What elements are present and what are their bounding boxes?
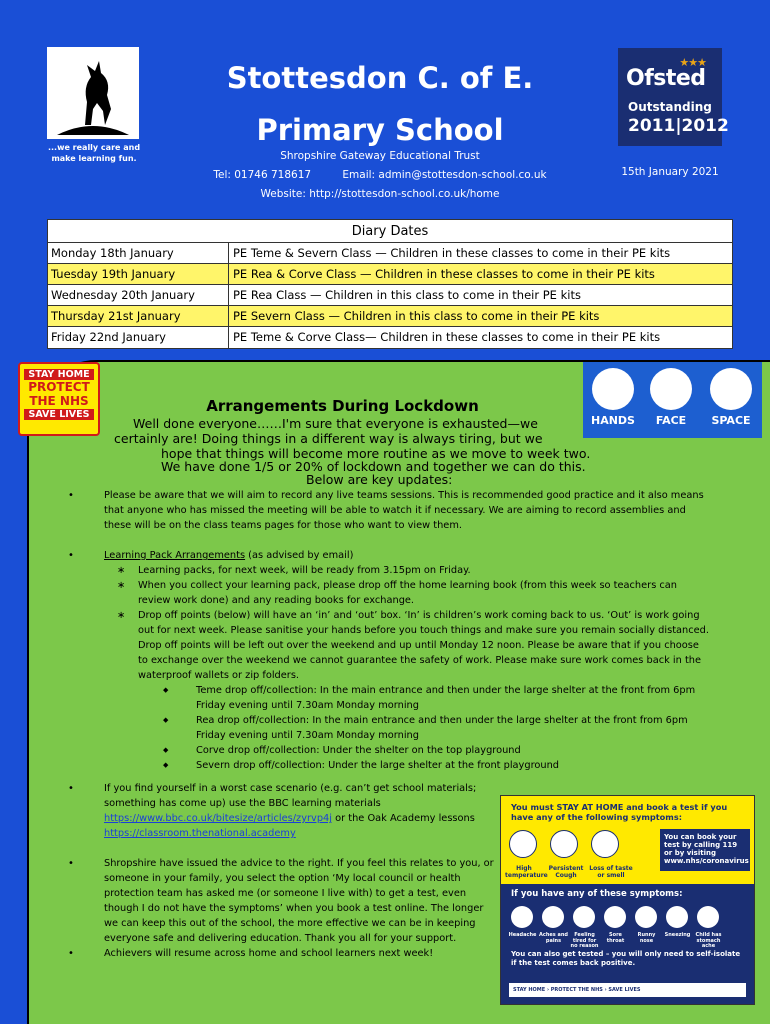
other-symptoms-heading: If you have any of these symptoms: — [511, 889, 683, 899]
hands-face-space-banner — [583, 362, 762, 438]
symptom-label: Runny nose — [637, 932, 656, 944]
diary-event: PE Teme & Corve Class— Children in these classes to come in their PE kits — [233, 330, 661, 344]
space-icon — [710, 368, 752, 410]
trust-name: Shropshire Gateway Educational Trust — [280, 150, 480, 162]
email[interactable]: Email: admin@stottesdon-school.co.uk — [342, 169, 547, 181]
list-item — [60, 548, 710, 563]
diary-dates-table — [47, 219, 733, 349]
stay-home-badge — [18, 362, 100, 436]
diary-event: PE Rea Class — Children in this class to come in their PE kits — [233, 288, 581, 302]
diary-row — [48, 327, 732, 348]
ofsted-years: 2011|2012 — [628, 116, 729, 136]
symptom-label: Sore throat — [606, 932, 625, 944]
diary-event: PE Teme & Severn Class — Children in these classes to come in their PE kits — [233, 246, 671, 260]
hands-icon — [592, 368, 634, 410]
ofsted-badge — [618, 48, 729, 146]
learning-pack-note: (as advised by email) — [245, 550, 354, 561]
learning-pack-heading: Learning Pack Arrangements — [104, 550, 246, 561]
sub-list-item: ∗ Learning packs, for next week, will be ready from 3.15pm on Friday. — [104, 563, 710, 578]
other-symptoms-band — [501, 884, 754, 1004]
school-name — [190, 52, 570, 156]
section-title: Arrangements During Lockdown — [206, 397, 479, 415]
diary-row — [48, 285, 732, 306]
worst-case-text: If you find yourself in a worst case scenario (e.g. can’t get school materials; something has come up) use the BBC learning materials — [104, 783, 477, 809]
poster-footer: STAY HOME › PROTECT THE NHS › SAVE LIVES — [509, 983, 746, 997]
intro-text: Below are key updates: — [306, 472, 453, 487]
symptom-label: High temperature — [505, 865, 548, 879]
face-icon — [650, 368, 692, 410]
sub-list-item: ∗ Drop off points (below) will have an ‘in’ and ‘out’ box. ‘In’ is children’s work coming back to us. ‘Out’ is work going out for next week. Please sanitise your hands before you touch things and make sure you remain socially distanced. Drop off points will be left out over the weekend and up until Monday 12 noon. Please be aware that if you choose to exchange over the weekend we cannot guarantee the safety of work. Please make sure work comes back in the waterproof wallets or zip folders. — [104, 608, 710, 683]
symptom-label: Child has stomach ache — [695, 932, 722, 949]
intro-text: hope that things will become more routine as we move to week two. — [161, 446, 591, 461]
symptom-label: Aches and pains — [538, 932, 568, 944]
diary-title: Diary Dates — [48, 220, 732, 243]
diary-row — [48, 264, 732, 285]
school-motto: ...we really care and make learning fun. — [47, 143, 141, 163]
space-label: SPACE — [711, 414, 751, 427]
school-name-line1: Stottesdon C. of E. — [226, 61, 534, 95]
list-item — [60, 781, 500, 841]
school-name-line2: Primary School — [256, 113, 504, 147]
diary-row — [48, 306, 732, 327]
list-item: • Please be aware that we will aim to record any live teams sessions. This is recommended good practice and it also means that anyone who has missed the meeting will be able to watch it if necessary. We are aiming to record assemblies and these will be on the class teams pages for those who want to view them. — [60, 488, 710, 533]
drop-off-point: ◆ Severn drop off/collection: Under the large shelter at the front playground — [104, 758, 710, 773]
diary-day: Monday 18th January — [48, 243, 229, 263]
hands-label: HANDS — [591, 414, 635, 427]
contact-line — [190, 169, 570, 181]
list-item: • Shropshire have issued the advice to the right. If you feel this relates to you, or someone in your family, you select the option ‘My local council or health protection team has asked me (or someone I live with) to get a test, even though I do not have the symptoms’ when you book a test online. The longer we can keep this out of the school, the more effective we can be in keeping everyone safe and delivering education. Thank you all for your support. — [60, 856, 500, 946]
symptom-label: Loss of taste or smell — [589, 865, 633, 879]
diary-day: Tuesday 19th January — [48, 264, 229, 284]
stay-home-line: THE NHS — [29, 394, 89, 408]
school-logo — [47, 47, 139, 139]
diary-event: PE Severn Class — Children in this class to come in their PE kits — [229, 306, 732, 326]
other-symptom-labels — [507, 933, 724, 950]
symptom-label: Feeling tired for no reason — [570, 932, 599, 949]
star-icon: ★★★ — [679, 56, 706, 69]
bbc-bitesize-link[interactable]: https://www.bbc.co.uk/bitesize/articles/zyrvp4j — [104, 813, 332, 824]
diary-row — [48, 243, 732, 264]
newsletter-date: 15th January 2021 — [621, 166, 719, 178]
intro-text: We have done 1/5 or 20% of lockdown and together we can do this. — [161, 459, 586, 474]
headache-icon — [511, 906, 533, 928]
symptom-label: Sneezing — [664, 932, 691, 938]
list-item: • Achievers will resume across home and school learners next week! — [60, 946, 500, 961]
main-symptom-icons — [509, 830, 619, 858]
symptoms-poster — [500, 795, 755, 1005]
ofsted-grade: Outstanding — [628, 100, 712, 114]
drop-off-point: ◆ Teme drop off/collection: In the main entrance and then under the large shelter at the front from 6pm Friday evening until 7.30am Monday morning — [104, 683, 710, 713]
taste-smell-icon — [591, 830, 619, 858]
intro-text: Well done everyone……I'm sure that everyone is exhausted—we — [133, 416, 538, 431]
face-label: FACE — [655, 414, 687, 427]
sore-throat-icon — [604, 906, 626, 928]
diary-day: Thursday 21st January — [48, 306, 229, 326]
stay-home-line: STAY HOME — [24, 369, 94, 380]
website[interactable]: Website: http://stottesdon-school.co.uk/home — [260, 188, 500, 200]
telephone: Tel: 01746 718617 — [213, 169, 312, 181]
poster-heading: You must STAY AT HOME and book a test if you have any of the following symptoms: — [511, 802, 728, 822]
symptom-label: Headache — [508, 932, 537, 938]
book-test-box: You can book your test by calling 119 or by visiting www.nhs/coronavirus — [660, 829, 750, 871]
thermometer-icon — [509, 830, 537, 858]
sub-list-item: ∗ When you collect your learning pack, please drop off the home learning book (from this week so teachers can review work done) and any reading books for exchange. — [104, 578, 710, 608]
stay-home-line: SAVE LIVES — [24, 409, 94, 420]
other-symptom-icons — [511, 906, 719, 928]
cough-icon — [550, 830, 578, 858]
updates-list — [60, 488, 710, 773]
stay-home-line: PROTECT — [28, 380, 90, 394]
updates-list-lower — [60, 781, 500, 961]
symptom-label: Persistent Cough — [548, 865, 584, 879]
sneezing-icon — [666, 906, 688, 928]
drop-off-point: ◆ Corve drop off/collection: Under the shelter on the top playground — [104, 743, 710, 758]
intro-text: certainly are! Doing things in a different way is always tiring, but we — [114, 431, 543, 446]
aches-icon — [542, 906, 564, 928]
drop-off-point: ◆ Rea drop off/collection: In the main entrance and then under the large shelter at the front from 6pm Friday evening until 7.30am Monday morning — [104, 713, 710, 743]
worst-case-text: or the Oak Academy lessons — [332, 813, 475, 824]
stomach-ache-icon — [697, 906, 719, 928]
diary-event: PE Rea & Corve Class — Children in these classes to come in their PE kits — [229, 264, 732, 284]
runny-nose-icon — [635, 906, 657, 928]
diary-day: Wednesday 20th January — [48, 285, 229, 305]
oak-academy-link[interactable]: https://classroom.thenational.academy — [104, 828, 296, 839]
diary-day: Friday 22nd January — [48, 327, 229, 348]
ofsted-name: Ofsted — [626, 66, 706, 91]
tired-icon — [573, 906, 595, 928]
testing-note: You can also get tested – you will only need to self-isolate if the test comes back positive. — [511, 950, 741, 967]
